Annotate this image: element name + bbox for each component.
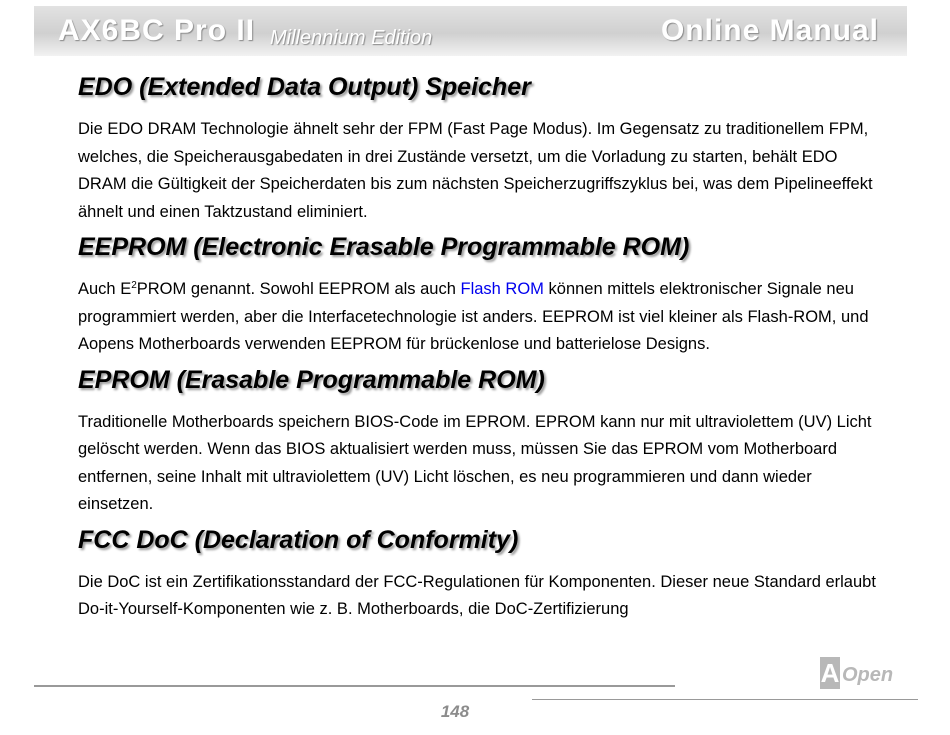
eeprom-text-mid: PROM genannt. Sowohl EEPROM als auch — [136, 280, 461, 298]
header-banner — [34, 6, 907, 56]
logo-text: Open — [842, 664, 894, 686]
footer-divider-right — [532, 699, 918, 700]
flash-rom-link[interactable]: Flash ROM — [460, 280, 544, 298]
eeprom-text-prefix: Auch E — [78, 280, 132, 298]
model-title: AX6BC Pro II — [58, 14, 256, 47]
section-text-edo: Die EDO DRAM Technologie ähnelt sehr der FPM (Fast Page Modus). Im Gegensatz zu traditionellem FPM, welches, die Speicherausgabedaten in drei Zustände versetzt, um die Vorladung zu starten, behält EDO DRAM die Gültigkeit der Speicherdaten bis zum nächsten Speicherzugriffszyklus bei, was dem Pipelineeffekt ähnelt und einen Taktzustand eliminiert. — [78, 120, 873, 221]
edition-subtitle: Millennium Edition — [270, 27, 433, 49]
manual-title: Online Manual — [660, 14, 879, 47]
section-text-eprom: Traditionelle Motherboards speichern BIOS-Code im EPROM. EPROM kann nur mit ultraviolettem (UV) Licht gelöscht werden. Wenn das BIOS aktualisiert werden muss, müssen Sie das EPROM vom Motherboard entfernen, seine Inhalt mit ultraviolettem (UV) Licht löschen, es neu programmieren und dann wieder einsetzen. — [78, 412, 872, 513]
footer-divider-left — [34, 685, 675, 687]
section-text-eeprom — [78, 276, 888, 359]
page-content — [78, 72, 888, 630]
eeprom-text-suffix: können mittels elektronischer Signale neu programmiert werden, aber die Interfacetechnologie ist anders. EEPROM ist viel kleiner als Flash-ROM, und Aopens Motherboards verwenden EEPROM für brückenlose und batterielose Designs. — [78, 280, 869, 353]
section-text-fcc-doc: Die DoC ist ein Zertifikationsstandard der FCC-Regulationen für Komponenten. Dieser neue Standard erlaubt Do-it-Yourself-Komponenten wie z. B. Motherboards, die DoC-Zertifizierung — [78, 572, 876, 618]
section-heading-eprom: EPROM (Erasable Programmable ROM) — [78, 365, 545, 394]
section-heading-fcc-doc: FCC DoC (Declaration of Conformity) — [78, 525, 519, 554]
logo-mark: A — [820, 658, 840, 688]
section-heading-edo: EDO (Extended Data Output) Speicher — [78, 73, 531, 101]
page-number: 148 — [440, 702, 470, 721]
section-heading-eeprom: EEPROM (Electronic Erasable Programmable ROM) — [78, 233, 690, 261]
eeprom-superscript: 2 — [131, 280, 137, 291]
aopen-logo — [820, 657, 910, 691]
